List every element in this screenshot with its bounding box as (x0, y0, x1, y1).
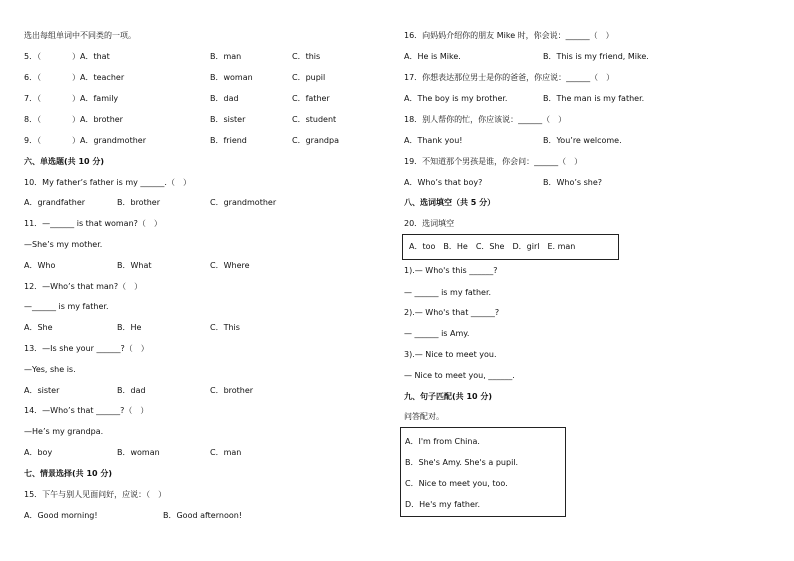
fill-3-answer: — Nice to meet you, ______. (404, 371, 515, 380)
q18-stem: 18．别人帮你的忙，你应该说：______（ ） (404, 115, 567, 124)
q13-option-c: C．brother (210, 386, 254, 395)
match-item-c: C．Nice to meet you, too. (405, 479, 508, 488)
q14-dialogue: —He’s my grandpa. (24, 427, 104, 436)
q5-number: 5．（ (24, 52, 42, 61)
instruction-odd-one-out: 选出每组单词中不同类的一项。 (24, 31, 136, 40)
q13-option-a: A．sister (24, 386, 60, 395)
q19-stem: 19．不知道那个男孩是谁，你会问：______（ ） (404, 157, 583, 166)
q17-option-a: A．The boy is my brother. (404, 94, 508, 103)
q14-option-a: A．boy (24, 448, 53, 457)
q13-stem: 13．—Is she your ______?（ ） (24, 344, 149, 353)
q7-option-a: ）A．family (72, 94, 119, 103)
q7-option-b: B．dad (210, 94, 239, 103)
q10-option-c: C．grandmother (210, 198, 277, 207)
q8-option-c: C．student (292, 115, 337, 124)
section-9-heading: 九、句子匹配(共 10 分) (404, 392, 493, 401)
match-instruction: 问答配对。 (404, 412, 444, 421)
word-bank-box (402, 234, 619, 260)
q9-option-a: ）A．grandmother (72, 136, 146, 145)
q18-option-b: B．You’re welcome. (543, 136, 622, 145)
section-7-heading: 七、情景选择(共 10 分) (24, 469, 113, 478)
q7-number: 7．（ (24, 94, 42, 103)
fill-3-question: 3).— Nice to meet you. (404, 350, 497, 359)
match-item-b: B．She's Amy. She's a pupil. (405, 458, 519, 467)
q12-option-a: A．She (24, 323, 53, 332)
q16-option-a: A．He is Mike. (404, 52, 461, 61)
q6-number: 6．（ (24, 73, 42, 82)
q10-option-b: B．brother (117, 198, 160, 207)
q20-stem: 20．选词填空 (404, 219, 455, 228)
q14-option-c: C．man (210, 448, 242, 457)
q13-dialogue: —Yes, she is. (24, 365, 76, 374)
q12-option-b: B．He (117, 323, 142, 332)
fill-2-answer: — ______ is Amy. (404, 329, 470, 338)
q16-stem: 16．向妈妈介绍你的朋友 Mike 时，你会说：______（ ） (404, 31, 614, 40)
q19-option-b: B．Who’s she? (543, 178, 603, 187)
q15-option-a: A．Good morning! (24, 511, 98, 520)
q12-option-c: C．This (210, 323, 240, 332)
q10-option-a: A．grandfather (24, 198, 86, 207)
match-item-d: D．He's my father. (405, 500, 481, 509)
q17-option-b: B．The man is my father. (543, 94, 645, 103)
q10-stem: 10．My father’s father is my ______.（ ） (24, 178, 191, 187)
q12-dialogue: —______ is my father. (24, 302, 109, 311)
word-bank: A．too B．He C．She D．girl E. man (409, 242, 576, 251)
q15-stem: 15．下午与别人见面问好，应说：（ ） (24, 490, 167, 499)
q5-option-a: ）A．that (72, 52, 110, 61)
q16-option-b: B．This is my friend, Mike. (543, 52, 649, 61)
q11-option-b: B．What (117, 261, 152, 270)
q9-option-c: C．grandpa (292, 136, 339, 145)
q8-option-b: B．sister (210, 115, 246, 124)
q6-option-a: ）A．teacher (72, 73, 125, 82)
q15-option-b: B．Good afternoon! (163, 511, 243, 520)
q14-option-b: B．woman (117, 448, 160, 457)
q18-option-a: A．Thank you! (404, 136, 463, 145)
match-item-a: A．I'm from China. (405, 437, 480, 446)
q11-option-a: A．Who (24, 261, 56, 270)
section-8-heading: 八、选词填空（共 5 分） (404, 198, 496, 207)
fill-2-question: 2).— Who's that ______? (404, 308, 500, 317)
q11-stem: 11．—______ is that woman?（ ） (24, 219, 162, 228)
q9-option-b: B．friend (210, 136, 247, 145)
fill-1-question: 1).— Who's this ______? (404, 266, 498, 275)
q8-option-a: ）A．brother (72, 115, 123, 124)
q9-number: 9．（ (24, 136, 42, 145)
q11-dialogue: —She’s my mother. (24, 240, 103, 249)
q5-option-b: B．man (210, 52, 242, 61)
q6-option-b: B．woman (210, 73, 253, 82)
match-box (400, 427, 566, 517)
q12-stem: 12．—Who’s that man?（ ） (24, 282, 143, 291)
q8-number: 8．（ (24, 115, 42, 124)
q6-option-c: C．pupil (292, 73, 326, 82)
q13-option-b: B．dad (117, 386, 146, 395)
q5-option-c: C．this (292, 52, 321, 61)
q17-stem: 17．你想表达那位男士是你的爸爸，你应说：______（ ） (404, 73, 615, 82)
q11-option-c: C．Where (210, 261, 250, 270)
fill-1-answer: — ______ is my father. (404, 288, 492, 297)
section-6-heading: 六、单选题(共 10 分) (24, 157, 105, 166)
q14-stem: 14．—Who’s that ______?（ ） (24, 406, 149, 415)
q7-option-c: C．father (292, 94, 330, 103)
q19-option-a: A．Who’s that boy? (404, 178, 483, 187)
